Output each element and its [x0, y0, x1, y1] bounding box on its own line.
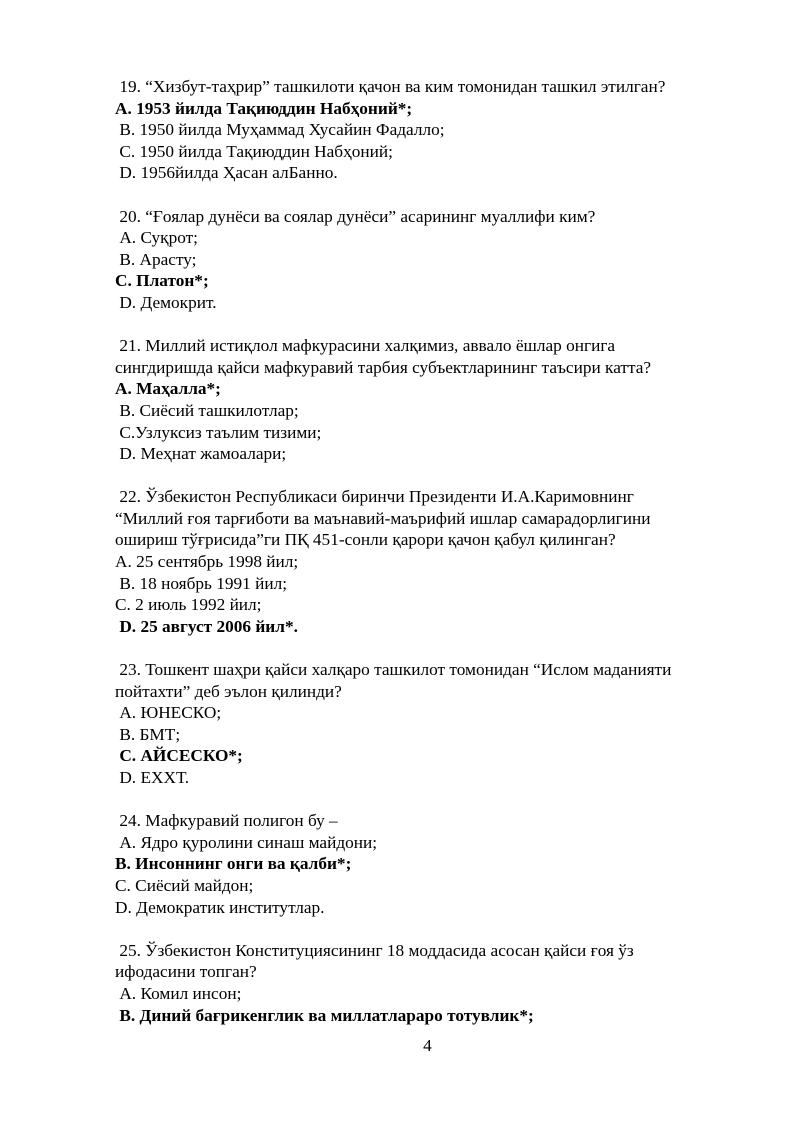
- answer-option-correct: D. 25 август 2006 йил*.: [115, 616, 298, 636]
- answer-option-correct: C. АЙСЕСКО*;: [115, 746, 243, 766]
- document-body: [115, 76, 735, 1048]
- answer-option-correct: C. Платон*;: [115, 271, 209, 291]
- answer-option: B. Арасту;: [115, 249, 197, 269]
- answer-option: D. Демокрит.: [115, 292, 217, 312]
- question-stem-line: “Миллий ғоя тарғиботи ва маънавий-маърифий ишлар самарадорлигини: [115, 508, 651, 528]
- question-24: [115, 810, 735, 918]
- answer-option: А. Ядро қуролини синаш майдони;: [115, 832, 378, 852]
- answer-option: C. Сиёсий майдон;: [115, 875, 254, 895]
- question-stem-line: 25. Ўзбекистон Конституциясининг 18 моддасида асосан қайси ғоя ўз: [115, 940, 634, 960]
- question-stem-line: 21. Миллий истиқлол мафкурасини халқимиз, аввало ёшлар онгига: [115, 336, 616, 356]
- answer-option: А. Суқрот;: [115, 228, 198, 248]
- question-stem-line: сингдиришда қайси мафкуравий тарбия субъектларининг таъсири катта?: [115, 357, 652, 377]
- question-21: [115, 335, 735, 465]
- answer-option: D. ЕХХТ.: [115, 768, 190, 787]
- answer-option: B. 18 ноябрь 1991 йил;: [115, 573, 288, 593]
- answer-option-correct: B. Инсоннинг онги ва қалби*;: [115, 854, 352, 874]
- question-stem-line: 23. Тошкент шаҳри қайси халқаро ташкилот томонидан “Ислом маданияти: [115, 660, 672, 680]
- answer-option: А. 25 сентябрь 1998 йил;: [115, 552, 299, 572]
- question-stem-line: 20. “Ғоялар дунёси ва соялар дунёси” асарининг муаллифи ким?: [115, 206, 596, 226]
- answer-option-correct: А. 1953 йилда Тақиюддин Набҳоний*;: [115, 98, 413, 118]
- answer-option: C. 2 июль 1992 йил;: [115, 595, 262, 615]
- question-19: [115, 76, 735, 184]
- question-stem-line: 22. Ўзбекистон Республикаси биринчи Президенти И.А.Каримовнинг: [115, 487, 634, 507]
- answer-option-correct: B. Диний бағрикенглик ва миллатлараро тотувлик*;: [115, 1005, 534, 1025]
- question-stem-line: ошириш тўғрисида”ги ПҚ 451-сонли қарори қачон қабул қилинган?: [115, 530, 616, 550]
- question-stem-line: ифодасини топган?: [115, 962, 257, 982]
- question-stem-line: 24. Мафкуравий полигон бу –: [115, 811, 338, 831]
- answer-option: D. Демократик институтлар.: [115, 897, 325, 917]
- question-23: [115, 659, 735, 789]
- answer-option-correct: А. Маҳалла*;: [115, 379, 221, 399]
- page-number: 4: [423, 1036, 432, 1055]
- answer-option: А. Комил инсон;: [115, 983, 242, 1003]
- answer-option: C.Узлуксиз таълим тизими;: [115, 422, 322, 442]
- answer-option: B. Сиёсий ташкилотлар;: [115, 400, 299, 420]
- answer-option: B. 1950 йилда Муҳаммад Хусайин Фадалло;: [115, 120, 445, 140]
- answer-option: B. БМТ;: [115, 724, 181, 744]
- answer-option: D. Меҳнат жамоалари;: [115, 444, 287, 464]
- question-25: [115, 940, 735, 1026]
- answer-option: D. 1956йилда Ҳасан алБанно.: [115, 163, 338, 183]
- question-20: [115, 206, 735, 314]
- question-22: [115, 486, 735, 637]
- question-stem-line: пойтахти” деб эълон қилинди?: [115, 681, 342, 701]
- answer-option: C. 1950 йилда Тақиюддин Набҳоний;: [115, 141, 393, 161]
- answer-option: А. ЮНЕСКО;: [115, 703, 222, 723]
- question-stem-line: 19. “Хизбут-таҳрир” ташкилоти қачон ва ким томонидан ташкил этилган?: [115, 77, 666, 96]
